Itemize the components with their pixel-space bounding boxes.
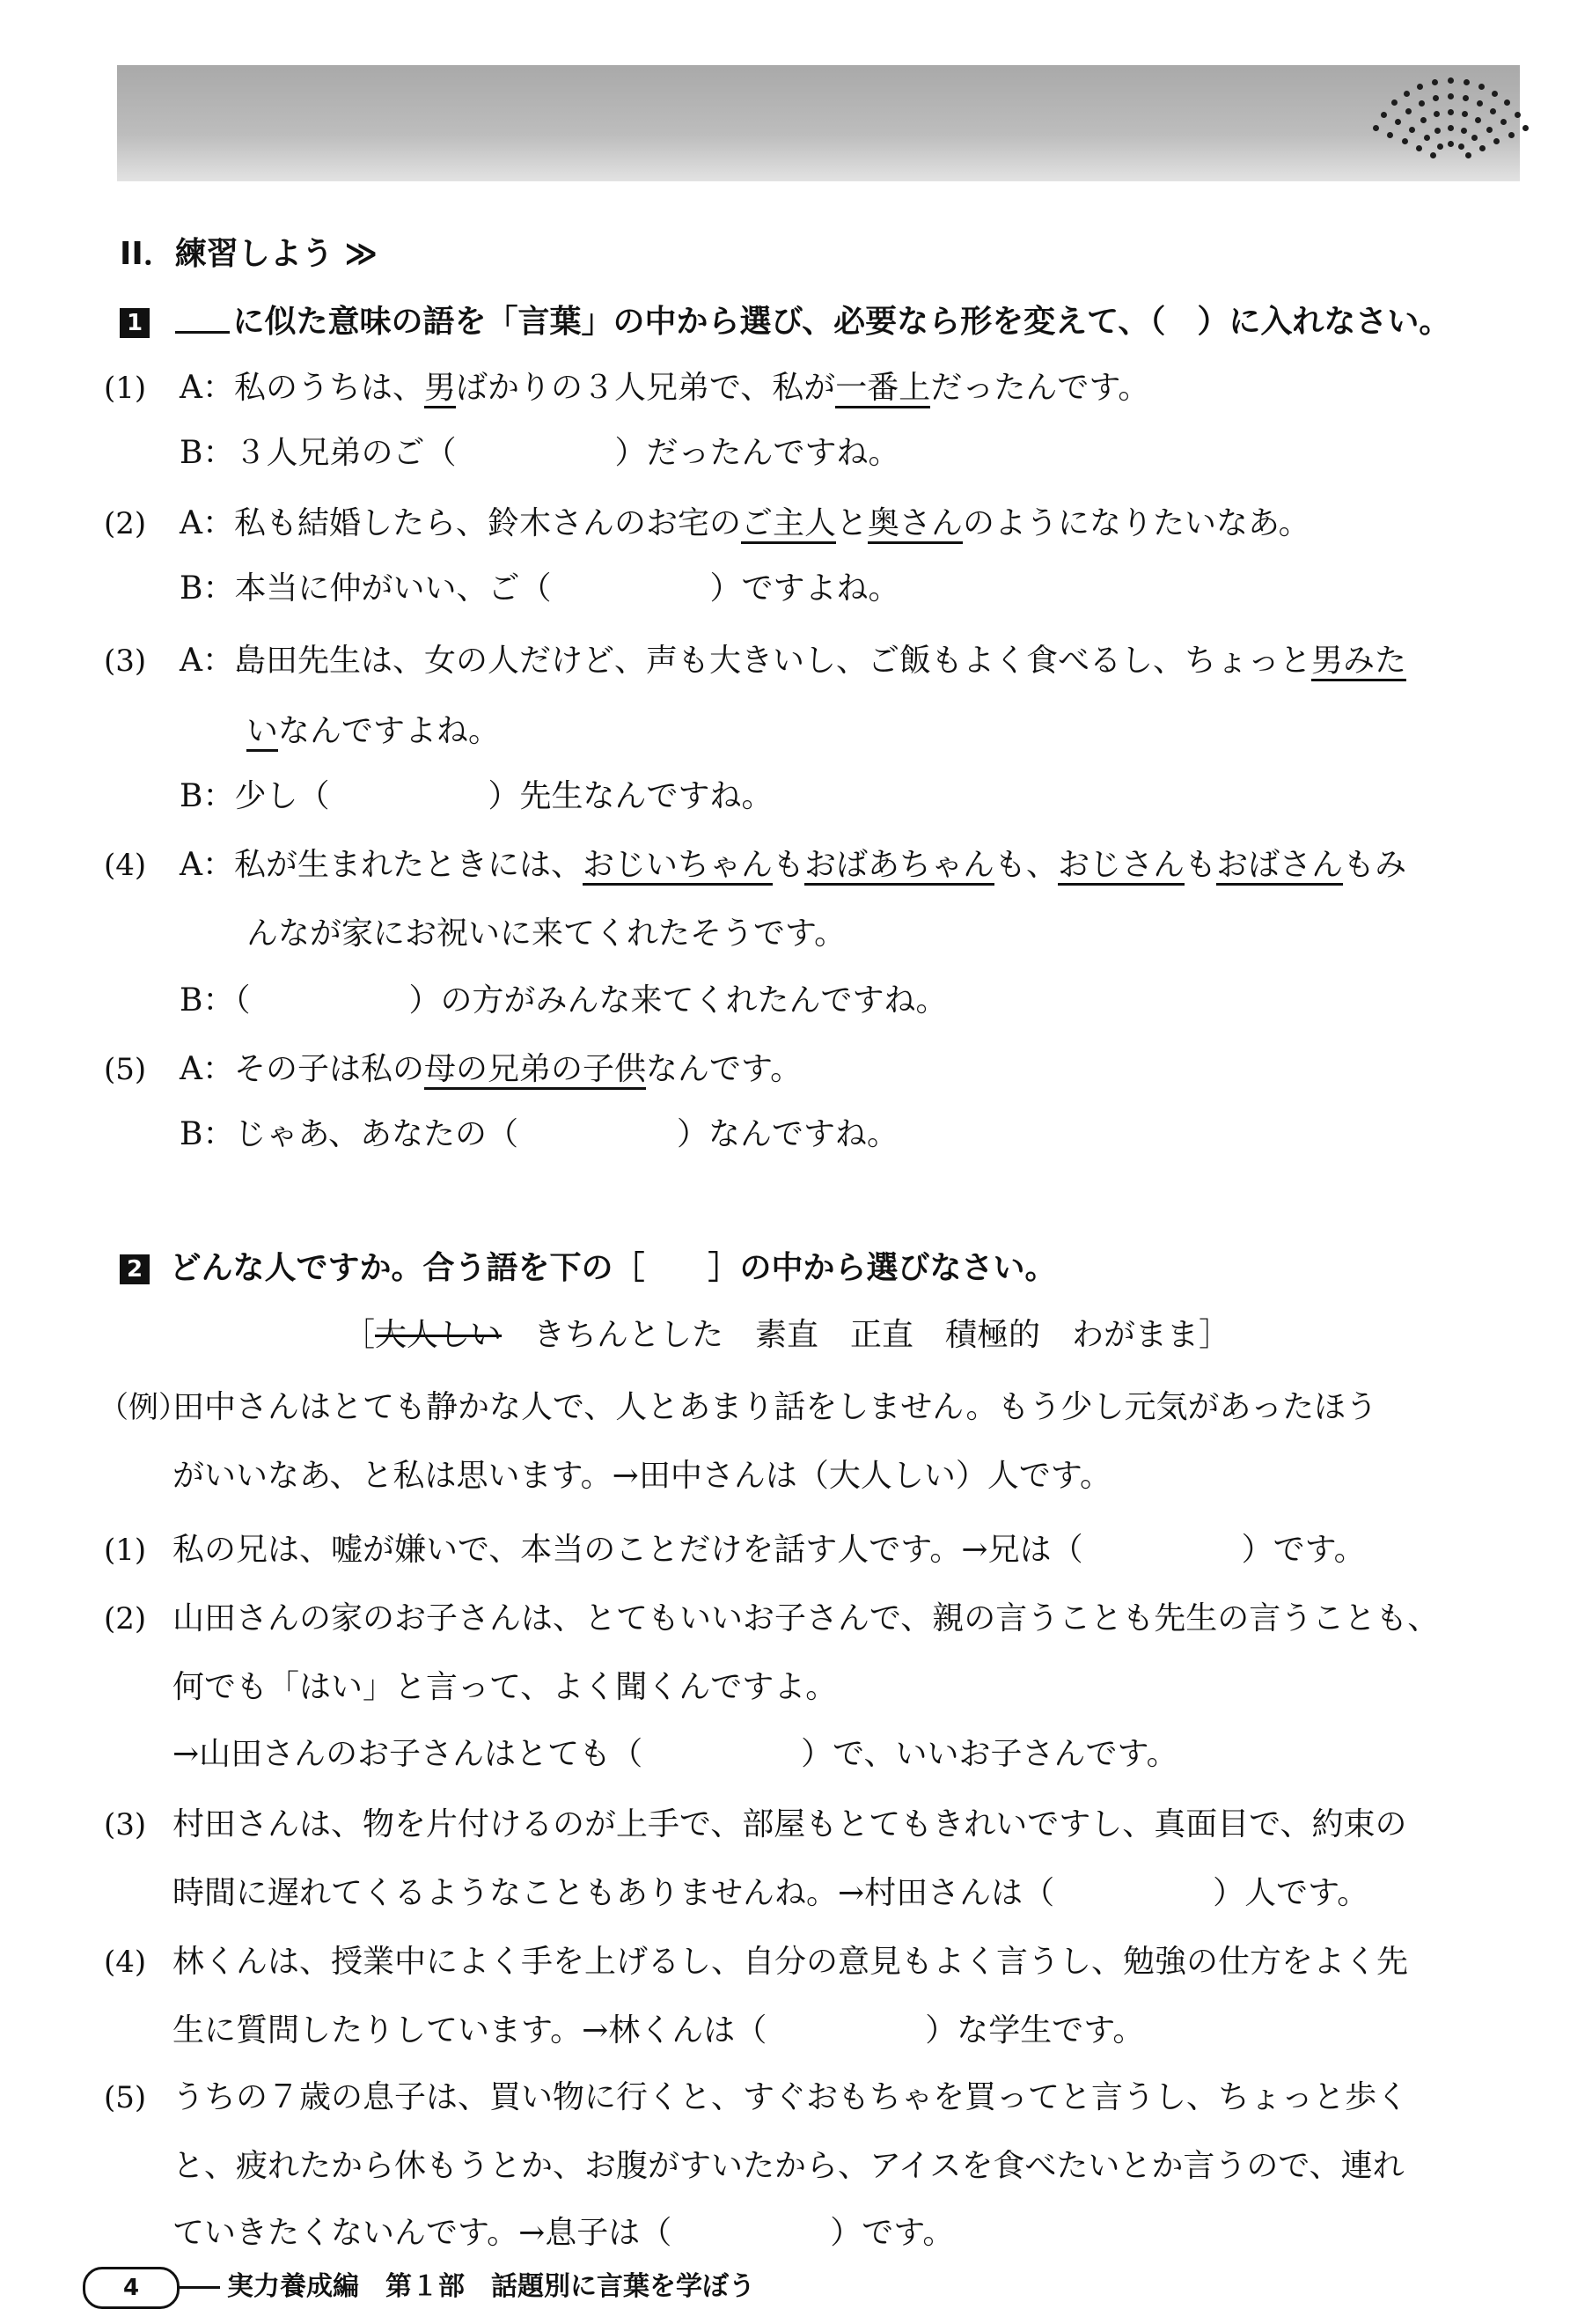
decorative-dot <box>1504 99 1510 106</box>
decorative-dot <box>1437 143 1443 150</box>
q1-item3-a2: いなんですよね。 <box>246 713 500 750</box>
decorative-dot <box>1477 100 1483 107</box>
q2-number-badge: 2 <box>120 1254 150 1284</box>
dot-pattern-decoration <box>1342 62 1518 167</box>
struck-example-choice: 大人しい <box>375 1317 503 1353</box>
page-footer <box>83 2264 755 2309</box>
q2-item3-line: 時間に遅れてくるようなこともありませんね。→村田さんは（ ）人です。 <box>172 1875 1369 1911</box>
decorative-dot <box>1416 145 1422 151</box>
q1-item2-a: A：私も結婚したら、鈴木さんのお宅のご主人と奥さんのようになりたいなあ。 <box>180 505 1310 542</box>
q2-item5-line: と、疲れたから休もうとか、お腹がすいたから、アイスを食べたいとか言うので、連れ <box>172 2148 1405 2184</box>
decorative-dot <box>1404 91 1410 97</box>
q2-item-number: (4) <box>104 1945 147 1980</box>
decorative-dot <box>1381 112 1387 118</box>
q1-item2-b: B：本当に仲がいい、ご（ ）ですよね。 <box>180 570 900 607</box>
decorative-dot <box>1430 152 1436 158</box>
q1-blank-underline <box>175 301 230 334</box>
q1-item4-b: B：（ ）の方がみんな来てくれたんですね。 <box>180 982 948 1019</box>
q2-item2-line: →山田さんのお子さんはとても（ ）で、いいお子さんです。 <box>172 1736 1178 1772</box>
q2-item-number: (3) <box>104 1807 147 1842</box>
q1-item-number: (1) <box>104 371 147 406</box>
q1-item-number: (5) <box>104 1052 147 1087</box>
q1-item-number: (3) <box>104 644 147 679</box>
q2-item2-line: 山田さんの家のお子さんは、とてもいいお子さんで、親の言うことも先生の言うことも、 <box>172 1600 1440 1636</box>
decorative-dot <box>1419 100 1425 107</box>
decorative-dot <box>1395 119 1401 125</box>
decorative-dot <box>1493 138 1500 144</box>
decorative-dot <box>1417 84 1423 90</box>
q1-item-number: (4) <box>104 848 147 883</box>
q2-instruction <box>120 1250 1057 1287</box>
decorative-dot <box>1486 127 1493 133</box>
q2-item4-line: 林くんは、授業中によく手を上げるし、自分の意見もよく言うし、勉強の仕方をよく先 <box>172 1944 1409 1980</box>
q1-item4-a: A：私が生まれたときには、おじいちゃんもおばあちゃんも、おじさんもおばさんもみ <box>180 847 1406 884</box>
section-title: II．練習しよう ≫ <box>120 236 378 272</box>
q2-item2-line: 何でも「はい」と言って、よく聞くんですよ。 <box>172 1669 838 1705</box>
decorative-dot <box>1464 79 1470 85</box>
decorative-dot <box>1492 91 1498 97</box>
q2-item-number: (5) <box>104 2080 147 2115</box>
q2-example-line1: 田中さんはとても静かな人で、人とあまり話をしません。もう少し元気があったほう <box>172 1389 1378 1425</box>
q2-item-number: (2) <box>104 1601 147 1636</box>
q1-item5-a: A：その子は私の母の兄弟の子供なんです。 <box>180 1051 802 1088</box>
decorative-dot <box>1448 109 1454 115</box>
decorative-dot <box>1420 117 1427 123</box>
decorative-dot <box>1391 99 1398 106</box>
decorative-dot <box>1475 117 1481 123</box>
decorative-dot <box>1409 127 1415 133</box>
q2-example-label: （例） <box>99 1390 188 1425</box>
decorative-dot <box>1448 77 1454 84</box>
decorative-dot <box>1448 93 1454 99</box>
q1-item3-a: A：島田先生は、女の人だけど、声も大きいし、ご飯もよく食べるし、ちょっと男みた <box>180 643 1406 680</box>
q1-item3-b: B：少し（ ）先生なんですね。 <box>180 778 774 814</box>
q1-item1-b: B：３人兄弟のご（ ）だったんですね。 <box>180 435 900 471</box>
q1-item4-a2: んなが家にお祝いに来てくれたそうです。 <box>246 916 847 952</box>
decorative-dot <box>1479 145 1486 151</box>
q2-example-line2: がいいなあ、と私は思います。→田中さんは（大人しい）人です。 <box>172 1458 1111 1494</box>
q1-item5-b: B：じゃあ、あなたの（ ）なんですね。 <box>180 1116 899 1152</box>
decorative-dot <box>1462 111 1468 117</box>
decorative-dot <box>1424 135 1430 141</box>
q2-instruction-text: どんな人ですか。合う語を下の［ ］の中から選びなさい。 <box>169 1250 1057 1286</box>
decorative-dot <box>1465 152 1471 158</box>
q2-item4-line: 生に質問したりしています。→林くんは（ ）な学生です。 <box>172 2012 1145 2048</box>
decorative-dot <box>1432 79 1438 85</box>
decorative-dot <box>1434 111 1440 117</box>
q2-item1-line: 私の兄は、嘘が嫌いで、本当のことだけを話す人です。→兄は（ ）です。 <box>172 1532 1366 1568</box>
decorative-dot <box>1500 119 1507 125</box>
decorative-dot <box>1508 132 1515 138</box>
q1-instruction <box>120 301 1450 341</box>
q2-item5-line: うちの７歳の息子は、買い物に行くと、すぐおもちゃを買ってと言うし、ちょっと歩く <box>172 2079 1409 2115</box>
q2-choices-box: ［大人しい きちんとした 素直 正直 積極的 わがまま］ <box>343 1317 1231 1353</box>
decorative-dot <box>1490 108 1496 114</box>
q1-number-badge: 1 <box>120 308 150 338</box>
decorative-dot <box>1463 95 1469 101</box>
decorative-dot <box>1402 138 1408 144</box>
decorative-dot <box>1478 84 1485 90</box>
decorative-dot <box>1434 128 1441 134</box>
header-banner <box>117 65 1520 181</box>
decorative-dot <box>1433 95 1439 101</box>
decorative-dot <box>1461 128 1467 134</box>
decorative-dot <box>1448 125 1454 131</box>
decorative-dot <box>1405 108 1412 114</box>
decorative-dot <box>1458 143 1464 150</box>
decorative-dot <box>1515 112 1521 118</box>
footer-text: 実力養成編 第１部 話題別に言葉を学ぼう <box>227 2271 755 2302</box>
decorative-dot <box>1471 135 1478 141</box>
decorative-dot <box>1448 141 1454 147</box>
q2-item-number: (1) <box>104 1533 147 1568</box>
decorative-dot <box>1387 132 1393 138</box>
q1-instruction-text: に似た意味の語を「言葉」の中から選び、必要なら形を変えて、（ ）に入れなさい。 <box>232 304 1451 340</box>
footer-dash <box>180 2286 220 2289</box>
q2-item3-line: 村田さんは、物を片付けるのが上手で、部屋もとてもきれいですし、真面目で、約束の <box>172 1806 1407 1842</box>
decorative-dot <box>1373 125 1379 131</box>
page-number: 4 <box>83 2267 180 2309</box>
q1-item-number: (2) <box>104 506 147 541</box>
q1-item1-a: A：私のうちは、男ばかりの３人兄弟で、私が一番上だったんです。 <box>180 370 1149 407</box>
q2-item5-line: ていきたくないんです。→息子は（ ）です。 <box>172 2215 955 2251</box>
decorative-dot <box>1522 125 1529 131</box>
